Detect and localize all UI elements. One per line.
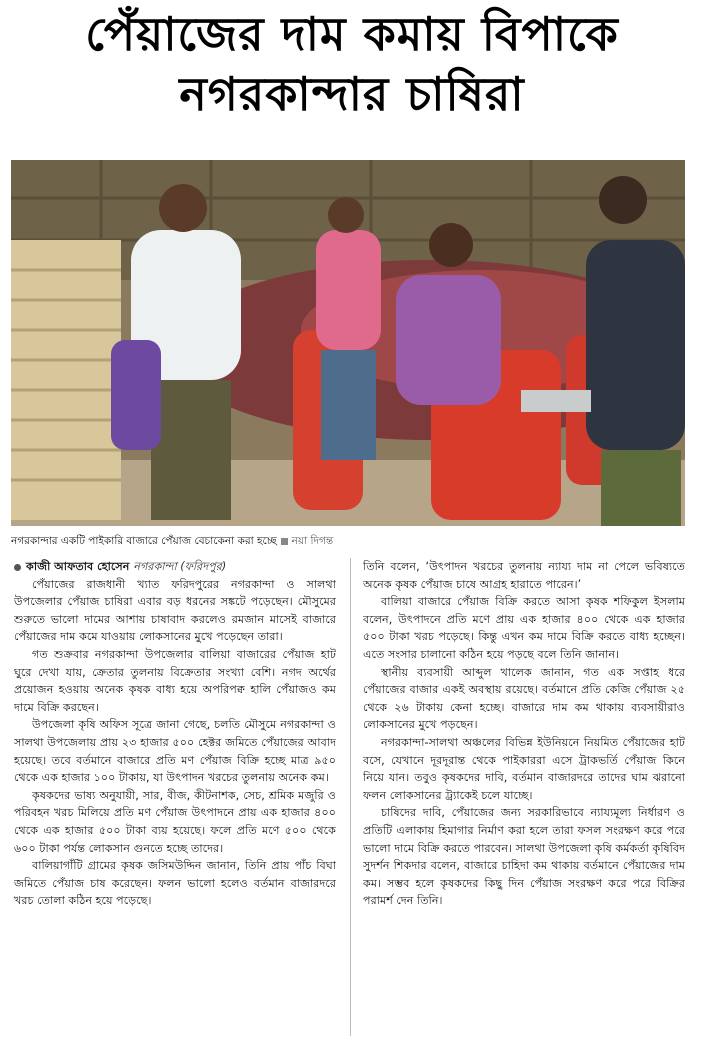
article-column-right (363, 558, 685, 1036)
photo-caption (11, 531, 685, 551)
paragraph: পেঁয়াজের রাজধানী খ্যাত ফরিদপুরের নগরকান্দা ও সালথা উপজেলার পেঁয়াজ চাষিরা এবার বড় ধরনের সঙ্কটে পড়েছেন। মৌসুমের শুরুতে ভালো দামের আশায় চাষাবাদ করলেও রমজান মাসেই বাজারে পেঁয়াজের দাম কমে যাওয়ায় লোকসানের মুখে পড়েছেন তারা। (14, 577, 336, 644)
byline (14, 558, 336, 576)
article-column-left (14, 558, 336, 1036)
paragraph: চাষিদের দাবি, পেঁয়াজের জন্য সরকারিভাবে ন্যায্যমূল্য নির্ধারণ ও প্রতিটি এলাকায় হিমাগার নির্মাণ করা হলে তারা ফসল সংরক্ষণ করে পরে ভালো দামে বিক্রি করতে পারবেন। সালথা উপজেলা কৃষি কর্মকর্তা কৃষিবিদ সুদর্শন শিকদার বলেন, বাজারে চাহিদা কম থাকায় বর্তমানে পেঁয়াজের দাম কম। সম্ভব হলে কৃষকদের কিছু দিন পেঁয়াজ সংরক্ষণ করে পরে বিক্রির পরামর্শ দেন তিনি। (363, 806, 685, 908)
paragraph: কৃষকদের ভাষ্য অনুযায়ী, সার, বীজ, কীটনাশক, সেচ, শ্রমিক মজুরি ও পরিবহন খরচ মিলিয়ে প্রতি মণ পেঁয়াজ উৎপাদনে প্রায় এক হাজার ৪০০ থেকে এক হাজার ৫০০ টাকা ব্যয় হয়েছে। ফলে প্রতি মণে ৫০০ থেকে ৬০০ টাকা পর্যন্ত লোকসান গুনতে হচ্ছে তাদের। (14, 788, 336, 855)
paragraph: তিনি বলেন, ‘উৎপাদন খরচের তুলনায় ন্যায্য দাম না পেলে ভবিষ্যতে অনেক কৃষক পেঁয়াজ চাষে আগ্রহ হারাতে পারেন।’ (363, 560, 685, 591)
byline-place: নগরকান্দা (ফরিদপুর) (133, 560, 227, 573)
column-divider (350, 558, 351, 1036)
paragraph: নগরকান্দা-সালথা অঞ্চলের বিভিন্ন ইউনিয়নে নিয়মিত পেঁয়াজের হাট বসে, যেখানে দূরদূরান্ত থেকে পাইকাররা এসে ট্রাকভর্তি পেঁয়াজ কিনে নিয়ে যান। তবুও কৃষকদের দাবি, বর্তমান বাজারদরে তাদের ঘাম ঝরানো ফলন লোকসানের ট্র্যাকেই চলে যাচ্ছে। (363, 735, 685, 802)
caption-separator-icon (281, 538, 288, 545)
paragraph: বালিয়া বাজারে পেঁয়াজ বিক্রি করতে আসা কৃষক শফিকুল ইসলাম বলেন, উৎপাদনে প্রতি মণে প্রায় এক হাজার ৪০০ থেকে এক হাজার ৫০০ টাকা খরচ পড়েছে। কিন্তু এখন কম দামে বিক্রি করতে বাধ্য হচ্ছেন। এতে সংসার চালানো কঠিন হয়ে পড়ছে বলে তিনি জানান। (363, 595, 685, 661)
news-photo (11, 160, 685, 526)
paragraph: বালিয়াগাঁটি গ্রামের কৃষক জসিমউদ্দিন জানান, তিনি প্রায় পাঁচ বিঘা জমিতে পেঁয়াজ চাষ করেছেন। ফলন ভালো হলেও বর্তমান বাজারদরে খরচ তোলা কঠিন হয়ে পড়েছে। (14, 859, 336, 908)
paragraph: গত শুক্রবার নগরকান্দা উপজেলার বালিয়া বাজারের পেঁয়াজ হাট ঘুরে দেখা যায়, ক্রেতার তুলনায় বিক্রেতার সংখ্যা বেশি। নগদ অর্থের প্রয়োজন হওয়ায় অনেক কৃষক বাধ্য হয়ে অপরিপক্ব হালি পেঁয়াজও কম দামে বিক্রি করছেন। (14, 647, 336, 714)
caption-text: নগরকান্দার একটি পাইকারি বাজারে পেঁয়াজ বেচাকেনা করা হচ্ছে (11, 535, 277, 547)
paragraph: স্থানীয় ব্যবসায়ী আব্দুল খালেক জানান, গত এক সপ্তাহ ধরে পেঁয়াজের বাজার একই অবস্থায় রয়েছে। বর্তমানে প্রতি কেজি পেঁয়াজ ২৫ থেকে ২৬ টাকায় কেনা হচ্ছে। বাজারে দাম কম থাকায় ব্যবসায়ীরাও লোকসানের মুখে পড়ছেন। (363, 665, 685, 732)
photo-image-icon (11, 160, 685, 526)
headline (0, 4, 704, 124)
caption-source: নয়া দিগন্ত (291, 535, 334, 547)
byline-bullet-icon (14, 564, 21, 571)
headline-line-2: নগরকান্দার চাষিরা (179, 67, 525, 121)
headline-line-1: পেঁয়াজের দাম কমায় বিপাকে (85, 7, 619, 61)
paragraph: উপজেলা কৃষি অফিস সূত্রে জানা গেছে, চলতি মৌসুমে নগরকান্দা ও সালথা উপজেলায় প্রায় ২৩ হাজার ৫০০ হেক্টর জমিতে পেঁয়াজের আবাদ হয়েছে। তবে বর্তমানে বাজারে প্রতি মণ পেঁয়াজ বিক্রি হচ্ছে মাত্র ৯৫০ থেকে এক হাজার ১০০ টাকায়, যা উৎপাদন খরচের তুলনায় অনেক কম। (14, 718, 336, 785)
byline-author: কাজী আফতাব হোসেন (26, 560, 130, 573)
